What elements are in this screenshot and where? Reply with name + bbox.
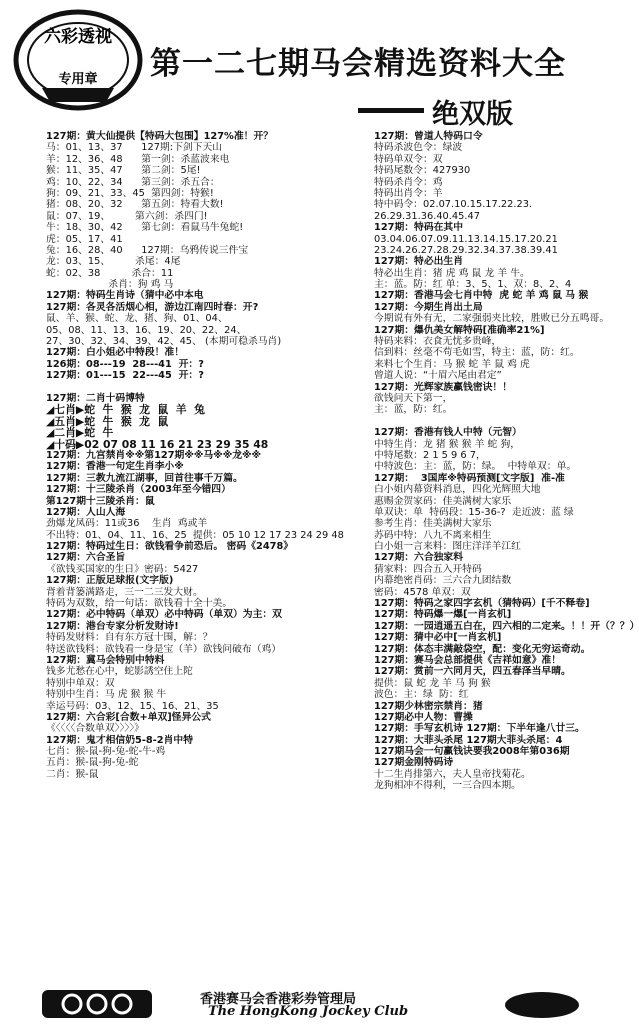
left-text-line: 特别中生肖：马 虎 猴 猴 牛 <box>46 689 167 701</box>
left-text-line: 127期：香港一句定生肖李小※ <box>46 461 184 473</box>
left-text-line: 127期：白小姐必中特段！准！ <box>46 347 185 359</box>
lottery-badge-icon <box>505 992 579 1018</box>
left-text-line: 27、30、32、34、39、42、45、 (本期可稳杀马肖) <box>46 336 282 348</box>
right-text-line: 内幕绝密肖码：三六合九团结数 <box>374 575 512 587</box>
left-text-line: 127期：人山人海 <box>46 506 126 518</box>
right-text-line: 127期：特码在其中 <box>374 222 464 234</box>
left-text-line: 兔：16、28、40 127期：乌鸦传说三件宝 <box>46 244 249 256</box>
right-text-line: 欲钱问天下第一， <box>374 392 453 404</box>
left-text-line: ◢二肖▶蛇 牛 <box>46 426 114 440</box>
right-text-line: 中特波色：主：蓝，防：绿。 中特单双：单。 <box>374 461 577 473</box>
right-text-line: 特码来料：衣食无忧多贵峰， <box>374 336 502 348</box>
stamp-top-text: 六彩透视 <box>44 27 112 47</box>
right-text-line: 信到料：丝毫不苟毛如雪，特主：蓝，防：红。 <box>374 347 580 359</box>
right-text-line: 今期说有外有无，二家强弱夹比较，胜败已分五鸣哥。 <box>374 313 610 325</box>
right-text-line: 127期：光辉家族赢钱密诀！！ <box>374 381 513 393</box>
right-text-line: 主：蓝，防：红。 <box>374 404 453 416</box>
right-text-line: 23.24.26.27.28.29.32.34.37.38.39.41 <box>374 244 558 256</box>
right-text-line: 曾道人说：“十眉六尾由君定” <box>374 370 502 382</box>
page-title: 第一二七期马会精选资料大全 <box>150 46 566 82</box>
right-text-line: 127期：特码爆一爆[一肖玄机] <box>374 609 512 621</box>
left-text-line: 127期：正版足球报(文字版) <box>46 575 174 587</box>
subtitle-dash <box>358 108 424 113</box>
left-text-line: 《欲钱买国家的生日》密码：5427 <box>46 563 199 575</box>
right-text-line: 单双诀：单 特码段：15-36-? 走近波：蓝 绿 <box>374 506 574 518</box>
right-text-line: 特码尾数令：427930 <box>374 165 471 177</box>
left-text-line: 蛇：02、38 杀合：11 <box>46 267 174 279</box>
right-text-line: 127期马会一句赢钱诀要我2008年第036期 <box>374 746 570 758</box>
left-text-line: 五肖：猴-鼠-狗-兔-蛇 <box>46 757 139 769</box>
right-column <box>374 131 639 792</box>
footer-org-en: The HongKong Jockey Club <box>208 1004 409 1019</box>
right-text-line: 127期：特码之家四字玄机（猜特码）[千不释卷] <box>374 598 590 610</box>
left-text-line: 127期：六合圣旨 <box>46 552 126 564</box>
right-text-line: 127期：六合独家料 <box>374 552 464 564</box>
left-text-line: 127期：必中特码（单双）必中特码（单双）为主：双 <box>46 609 282 621</box>
right-text-line: 127期：大菲头杀尾 127期大菲头杀尾：4 <box>374 734 563 746</box>
right-text-line: 特码出肖令：羊 <box>374 187 443 199</box>
left-text-line: 劲爆龙凤码：11或36 生肖 鸡或羊 <box>46 518 208 530</box>
footer-org-cn: 香港赛马会香港彩券管理局 <box>200 992 357 1007</box>
right-text-line: 波色：主：绿 防：红 <box>374 689 469 701</box>
right-text-line: 特必出生肖：猪 虎 鸡 鼠 龙 羊 牛。 <box>374 267 530 279</box>
left-text-line: 猴：11、35、47 第二剑：5尾! <box>46 165 201 177</box>
left-text-line: 126期：08---19 28---41 开：? <box>46 358 204 370</box>
left-text-line: ◢七肖▶蛇 牛 猴 龙 鼠 羊 兔 <box>46 403 205 417</box>
left-text-line: 杀肖：狗 鸡 马 <box>46 279 174 291</box>
left-text-line: 钱多尤愁在心中，蛇影誘空住上陀 <box>46 666 193 678</box>
right-text-line: 127期：手写玄机诗 127期：下半年逢八廿三。 <box>374 723 585 735</box>
right-text-line: 127期必中人物：曹操 <box>374 711 473 723</box>
right-text-line: 白小姐内幕资料消息，四化光辉照大地 <box>374 484 541 496</box>
right-text-line: 主：蓝。防：红 单：3、5、1、双：8、2、4 <box>374 279 572 291</box>
right-text-line: 密码：4578 单双：双 <box>374 586 471 598</box>
left-text-line: 05、08、11、13、16、19、20、22、24、 <box>46 324 247 336</box>
right-text-line: 特码单双令：双 <box>374 153 443 165</box>
left-text-line: 第127期十三陵杀肖：鼠 <box>46 495 155 507</box>
right-text-line: 特中码令：02.07.10.15.17.22.23. <box>374 199 533 211</box>
left-text-line: 羊：12、36、48 第一剑：杀蓝波来电 <box>46 153 230 165</box>
left-text-line: 127期：特码过生日：欲钱看争前恐后。 密码《2478》 <box>46 541 294 553</box>
left-text-line: 127期：六合彩[合数+单双]怪异公式 <box>46 711 211 723</box>
left-text-line: 127期：三教九流江湖事，回首往事千万篇。 <box>46 472 243 484</box>
left-text-line: 鸡：10、22、34 第三剑：杀五合： <box>46 176 220 188</box>
left-text-line <box>46 382 364 393</box>
left-text-line: 幸运号码：03、12、15、16、21、35 <box>46 700 219 712</box>
right-text-line: 中特生肖：龙 猪 猴 猴 羊 蛇 狗， <box>374 438 521 450</box>
right-text-line: 127期：赛马会总部提供《吉祥如意》准！ <box>374 654 561 666</box>
right-text-line: 127期：香港有钱人中特（元智） <box>374 427 522 439</box>
stamp-bottom-text: 专用章 <box>58 72 98 87</box>
left-text-line: 特别中单双：双 <box>46 677 115 689</box>
left-text-line: 《〈〈〈〈合数单双〉〉〉〉》 <box>46 723 144 735</box>
footer <box>0 978 609 1024</box>
right-text-line: 127期：一园逍遥五白在，四六相的二定来。！！开（？？） <box>374 620 639 632</box>
left-text-line: 特送欲钱料：欲钱看一身是宝（羊）欲钱问破布（鸡） <box>46 643 282 655</box>
left-text-line: 鼠：07、19、 第六剑：杀四门! <box>46 210 208 222</box>
right-text-line: 中特尾数：2 1 5 9 6 7， <box>374 449 486 461</box>
left-text-line: 127期：特码生肖诗（猜中必中本电 <box>46 290 204 302</box>
right-text-line: 127期：体态丰满敲袋空，配：变化无穷运奇动。 <box>374 643 591 655</box>
left-text-line: 虎：05、17、41 <box>46 233 123 245</box>
right-text-line: 127期：赏前一六同月天，四五春泽当早晴。 <box>374 666 571 678</box>
left-text-line: 127期：各灵各活烟心相，游边江南四时春：开? <box>46 301 259 313</box>
right-text-line: 猜家料：四合五入开特码 <box>374 563 482 575</box>
right-text-line: 127期少林密宗禁肖：猪 <box>374 700 483 712</box>
right-text-line: 127期：香港马会七肖中特 虎 蛇 羊 鸡 鼠 马 猴 <box>374 290 589 302</box>
right-text-line: 127期：曾道人特码口令 <box>374 131 483 142</box>
left-text-line: 127期：十三陵杀肖（2003年至今错四） <box>46 484 231 496</box>
right-text-line: 龙狗相冲不得利，一三合四本期。 <box>374 780 521 792</box>
right-text-line <box>374 416 604 427</box>
jockey-club-logo-icon <box>42 990 152 1018</box>
right-text-line: 127期：猜中必中[一肖玄机] <box>374 632 502 644</box>
right-text-line: 特码杀波色令：绿波 <box>374 142 463 154</box>
right-text-line: 白小姐一言来料：图庄洋洋羊江红 <box>374 541 521 553</box>
right-text-line: 特码杀肖令：鸡 <box>374 176 443 188</box>
left-text-line: 七肖：猴-鼠-狗-兔-蛇-牛-鸡 <box>46 746 166 758</box>
right-text-line: 惠赐金贺家码：佳美满树大家乐 <box>374 495 512 507</box>
right-text-line: 127期金刚特码诗 <box>374 757 454 769</box>
left-text-line: 鼠、羊、猴、蛇、龙、猪、狗、01、04、 <box>46 313 228 325</box>
right-text-line: 127期：特必出生肖 <box>374 256 464 268</box>
right-text-line: 提供：鼠 蛇 龙 羊 马 狗 猴 <box>374 677 491 689</box>
left-text-line: 不出特：01、04、11、16、25 提供：05 10 12 17 23 24 29 48 <box>46 529 344 541</box>
left-text-line: 马：01、13、37 127期:下剑下天山 <box>46 142 223 154</box>
right-text-line: 参考生肖：佳美满树大家乐 <box>374 518 492 530</box>
page-subtitle: 绝双版 <box>432 99 513 130</box>
right-text-line: 苏码中特：八九不离来相生 <box>374 529 492 541</box>
left-text-line: 127期：鬼才相信奶5-8-2肖中特 <box>46 734 194 746</box>
left-text-line: 127期：港台专家分析发财诗! <box>46 620 179 632</box>
left-text-line: 127期：九宫禁肖※※第127期※※马※※龙※※ <box>46 449 262 461</box>
left-text-line: 龙：03、15、 杀尾：4尾 <box>46 256 181 268</box>
right-text-line: 26.29.31.36.40.45.47 <box>374 210 480 222</box>
left-text-line: ◢五肖▶蛇 牛 猴 龙 鼠 <box>46 414 169 428</box>
right-text-line: 十二生肖排第六，夫人皇帝找菊花。 <box>374 768 531 780</box>
left-text-line: 127期：01---15 22---45 开：? <box>46 370 204 382</box>
right-text-line: 来料七个生肖：马 猴 蛇 羊 鼠 鸡 虎 <box>374 358 530 370</box>
right-text-line: 127期：爆仇美女解特码[准确率21%] <box>374 324 545 336</box>
left-text-line: 狗：09、21、33、45 第四剑：特猴! <box>46 187 214 199</box>
seal-stamp <box>8 2 148 114</box>
left-text-line: 特码为双数，给一句话：欲钱看十全十美。 <box>46 598 233 610</box>
left-text-line: 猪：08、20、32 第五剑：特看大数! <box>46 199 224 211</box>
left-text-line: 牛：18、30、42 第七剑：看鼠马牛兔蛇! <box>46 222 244 234</box>
left-text-line: 背着背篓满路走，三一二三发大财。 <box>46 586 203 598</box>
left-text-line: 127期：黄大仙提供【特码大包围】127%准！开？ <box>46 131 274 142</box>
left-text-line: 二肖：猴-鼠 <box>46 768 99 780</box>
right-text-line: 127期： 3国库※特码预测[文字版] 准-准 <box>374 472 565 484</box>
right-text-line: 127期：今期生肖出土局 <box>374 301 483 313</box>
right-text-line: 03.04.06.07.09.11.13.14.15.17.20.21 <box>374 233 558 245</box>
left-text-line: 127期：冀马会特别中特料 <box>46 654 165 666</box>
left-text-line: 127期：二肖十码博特 <box>46 392 145 404</box>
left-column <box>46 131 364 780</box>
left-text-line: 特码发财料：自有东方冠十围，解：？ <box>46 632 213 644</box>
left-text-line: ◢十码▶02 07 08 11 16 21 23 29 35 48 <box>46 437 269 451</box>
